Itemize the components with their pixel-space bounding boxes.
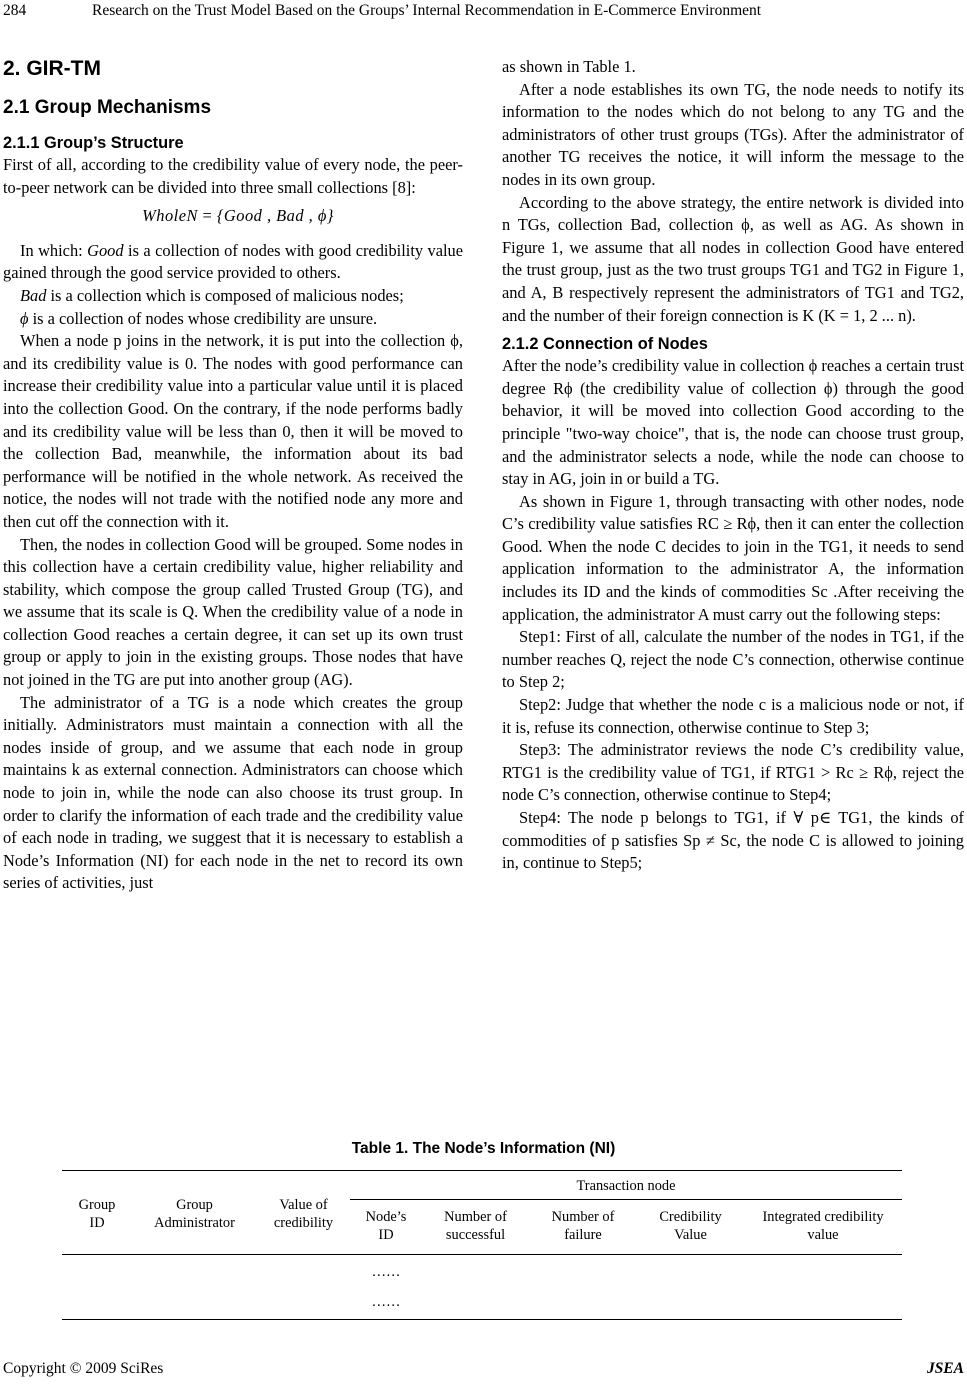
paragraph: As shown in Figure 1, through transacting with other nodes, node C’s credibility value satisfies RC ≥ Rϕ, then it can enter the collection Good. When the node C decides to join in the TG1, it needs to send application information to the administrator A, the information includes its ID and the kinds of commodities Sc .After receiving the application, the administrator A must carry out the following steps: (502, 491, 964, 624)
paragraph: After the node’s credibility value in collection ϕ reaches a certain trust degree Rϕ (the credibility value of collection ϕ) through the good behavior, it will be moved into collection Good according to the principle "two-way choice", that is, the node can choose trust group, and the administrator selects a node, while the node can choose to stay in AG, join in or build a TG. (502, 356, 964, 489)
table-cell-ellipsis: …… (350, 1287, 422, 1320)
paragraph: Step3: The administrator reviews the node C’s credibility value, RTG1 is the credibility value of TG1, if RTG1 > Rc ≥ Rϕ, reject the node C’s connection, otherwise continue to Step4; (502, 740, 964, 805)
section-title: 2. GIR-TM (3, 57, 101, 80)
header-text: Integrated credibility (762, 1209, 884, 1225)
header-group-administrator (132, 1171, 257, 1255)
subsection-title: 2.1 Group Mechanisms (3, 97, 212, 118)
subsubsection-title-structure: 2.1.1 Group’s Structure (3, 134, 184, 152)
table-caption: Table 1. The Node’s Information (NI) (351, 1140, 616, 1157)
header-text: Node’s (365, 1209, 407, 1225)
paragraph: Then, the nodes in collection Good will be grouped. Some nodes in this collection have a certain credibility value, higher reliability and stability, which compose the group called Trusted Group (TG), and we assume that its scale is Q. When the credibility value of a node in collection Good reaches a certain degree, it can set up its own trust group or apply to join in the existing groups. Those nodes that have not joined in the TG are put into another group (AG). (3, 534, 463, 690)
header-transaction-node: Transaction node (350, 1171, 902, 1200)
header-text: ID (89, 1214, 105, 1231)
header-text: Value of (279, 1196, 328, 1213)
table-row (62, 1287, 902, 1320)
header-text: failure (564, 1227, 602, 1243)
page-number: 284 (3, 2, 27, 19)
term-phi: ϕ (20, 308, 29, 328)
left-column (3, 56, 463, 895)
header-value-of-credibility (257, 1171, 350, 1255)
header-text: Credibility (659, 1209, 722, 1225)
table-header-row (62, 1171, 902, 1200)
paragraph: When a node p joins in the network, it is put into the collection ϕ, and its credibility value is 0. The nodes with good performance can increase their credibility value into a particular value until it is placed into the collection Good. On the contrary, if the node performs badly and its credibility value will be less than 0, then it will be moved to the collection Bad, meanwhile, the information about its bad performance will be notified in the whole network. As received the notice, the nodes will not trade with the notified node any more and then cut off the connection with it. (3, 331, 463, 531)
journal-abbreviation: JSEA (926, 1360, 964, 1377)
paragraph: Step1: First of all, calculate the number of the nodes in TG1, if the number reaches Q, reject the node C’s connection, otherwise continue to Step 2; (502, 627, 964, 692)
header-text: ID (378, 1227, 394, 1243)
paragraph-text: is a collection of nodes whose credibility are unsure. (28, 308, 378, 328)
header-text: credibility (273, 1214, 334, 1231)
header-text: value (807, 1227, 839, 1243)
header-text: successful (445, 1227, 506, 1243)
header-credibility-value (637, 1200, 744, 1255)
table-cell-ellipsis: …… (371, 1264, 401, 1280)
term-good: Good (87, 240, 124, 260)
header-text: Value (674, 1227, 707, 1243)
subsubsection-title-connection: 2.1.2 Connection of Nodes (502, 335, 708, 354)
right-column (502, 56, 964, 875)
paragraph-text: is a collection of nodes with good credibility value gained through the good service provided to others. (3, 240, 463, 283)
header-text: Administrator (154, 1214, 235, 1231)
header-text: Number of (551, 1209, 615, 1225)
paragraph (3, 285, 463, 308)
paragraph: The administrator of a TG is a node which creates the group initially. Administrators must maintain a connection with all the nodes inside of group, and we assume that each node in group maintains k as external connection. Administrators can choose which node to join in, while the node can also choose its trust group. In order to clarify the information of each trade and the credibility value of each node in trading, we suggest that it is necessary to establish a Node’s Information (NI) for each node in the net to record its own series of activities, just (3, 692, 463, 893)
paragraph-text: is a collection which is composed of malicious nodes; (46, 285, 404, 305)
equation-wholen (3, 205, 463, 228)
equation-rhs: {Good , Bad , ϕ} (216, 206, 334, 226)
page-footer (0, 1360, 967, 1382)
table-row (62, 1255, 902, 1288)
header-number-failure (529, 1200, 637, 1255)
paragraph (3, 240, 463, 285)
term-bad: Bad (20, 285, 47, 305)
equation-lhs: WholeN (142, 206, 198, 226)
paragraph (3, 308, 463, 331)
header-group-id (62, 1171, 132, 1255)
paragraph: First of all, according to the credibility value of every node, the peer-to-peer network can be divided into three small collections [8]: (3, 155, 463, 197)
paragraph: as shown in Table 1. (502, 57, 636, 76)
header-text: Group (78, 1196, 116, 1213)
header-number-successful (422, 1200, 529, 1255)
running-title: Research on the Trust Model Based on the Groups’ Internal Recommendation in E-Commerce Environment (92, 2, 762, 19)
node-information-table (62, 1170, 902, 1320)
paragraph: According to the above strategy, the entire network is divided into n TGs, collection Bad, collection ϕ, as well as AG. As shown in Figure 1, we assume that all nodes in collection Good have entered the trust group, just as the two trust groups TG1 and TG2 in Figure 1, and A, B respectively represent the administrators of TG1 and TG2, and the number of their foreign connection is K (K = 1, 2 ... n). (502, 192, 964, 325)
paragraph-text: In which: (20, 240, 88, 260)
paragraph: Step2: Judge that whether the node c is a malicious node or not, if it is, refuse its connection, otherwise continue to Step 3; (502, 695, 964, 737)
header-text: Group (176, 1196, 213, 1213)
header-text: Number of (444, 1209, 507, 1225)
equation-equals: = (202, 206, 213, 226)
running-header (0, 2, 967, 24)
copyright-notice: Copyright © 2009 SciRes (3, 1360, 164, 1377)
paragraph: Step4: The node p belongs to TG1, if ∀ p∈ TG1, the kinds of commodities of p satisfies Sp ≠ Sc, the node C is allowed to joining in, continue to Step5; (502, 808, 964, 873)
header-node-id (350, 1200, 422, 1255)
header-integrated-credibility (744, 1200, 902, 1255)
paragraph: After a node establishes its own TG, the node needs to notify its information to the nodes which do not belong to any TG and the administrators of other trust groups (TGs). After the administrator of another TG receives the notice, it will inform the message to the nodes in its own group. (502, 79, 964, 189)
